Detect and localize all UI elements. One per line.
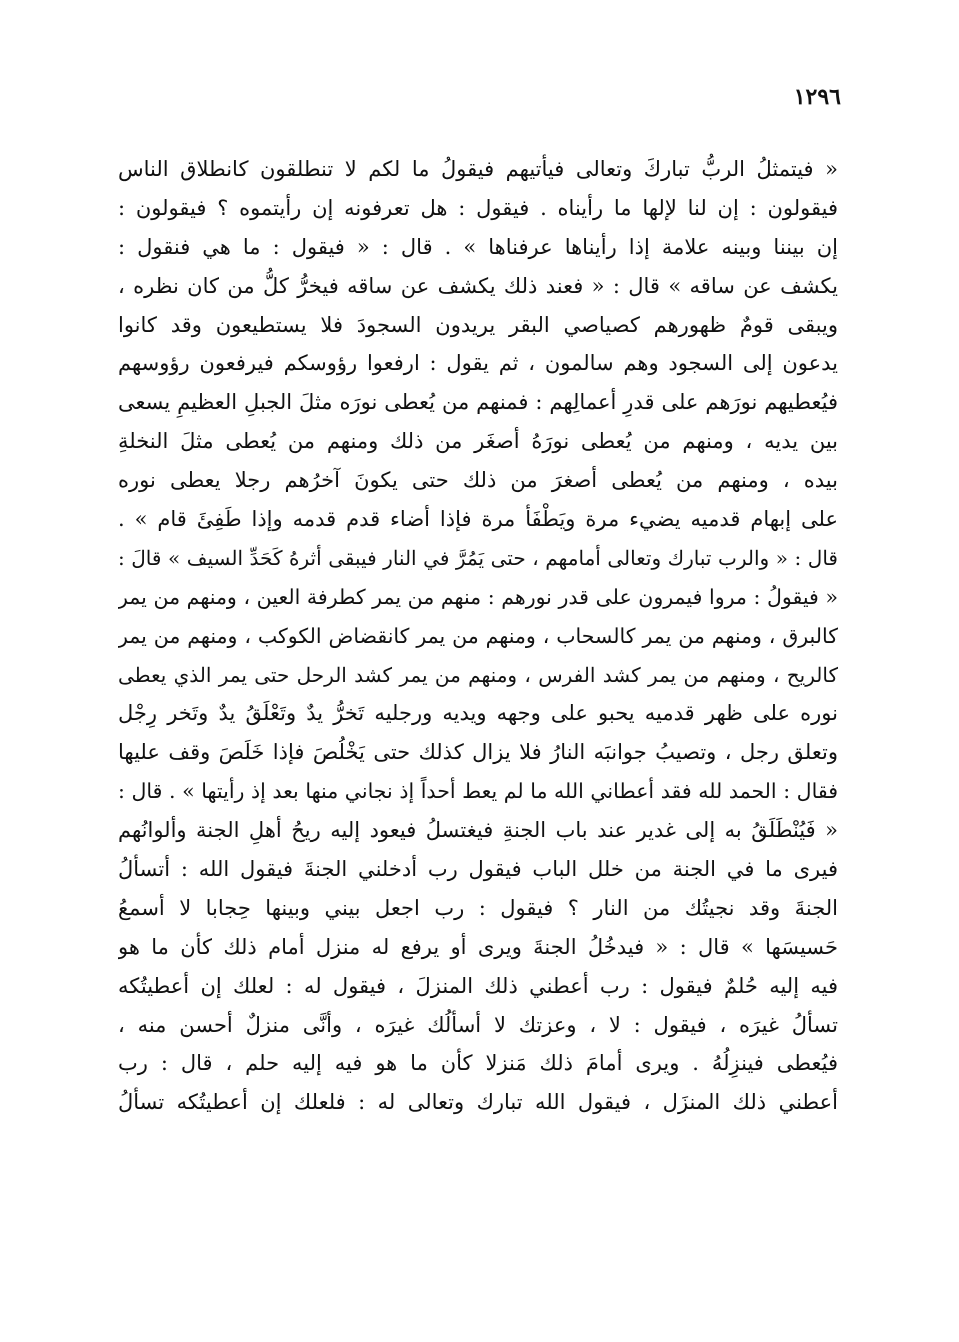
text-line: على إبهام قدميه يضيء مرة ويَطْفَأ مرة فإذا أضاء قدم قدمه وإذا طَفِئَ قام » . [118, 507, 838, 532]
text-line: أعطني ذلك المنزَل ، فيقول الله تبارك وتعالى له : فلعلك إن أعطيتُكه تسألُ [118, 1090, 838, 1115]
text-line: كالبرق ، ومنهم من يمر كالسحاب ، ومنهم من يمر كانقضاض الكوكب ، ومنهم من يمر [118, 623, 838, 648]
text-line: فيُعطيهم نورَهم على قدرِ أعمالِهم : فمنهم من يُعطى نورَه مثلَ الجبلِ العظيمِ يسعى [118, 390, 838, 415]
text-line: « فَيُنْطَلَقُ به إلى غدير عند باب الجنةِ فيغتسلُ فيعود إليه ريحُ أهلِ الجنة وألوانُهم [118, 818, 838, 843]
text-line: فقال : الحمد لله فقد أعطاني الله ما لم يعط أحداً إذ نجاني منها بعد إذ رأيتها » . قال : [118, 779, 838, 804]
text-line: كالريح ، ومنهم من يمر كشد الفرس ، ومنهم من يمر كشد الرحل حتى يمر الذي يعطى [118, 662, 838, 687]
body-text [118, 150, 838, 1122]
text-line: فيقولون : إن لنا لإلها ما رأيناه . فيقول : هل تعرفونه إن رأيتموه ؟ فيقولون : [118, 195, 838, 220]
text-line: يكشف عن ساقه » قال : « فعند ذلك يكشف عن ساقه فيخرُّ كلُّ من كان نظره ، [118, 273, 838, 298]
text-line: بين يديه ، ومنهم من يُعطى نورَهُ أصغَر من ذلك ومنهم من يُعطى مثلَ النخلةِ [118, 429, 838, 454]
text-line: « فيقولُ : مروا فيمرون على قدر نورهم : منهم من يمر كطرفة العين ، ومنهم من يمر [118, 584, 838, 609]
text-line: تسألُ غيرَه ، فيقول : لا ، وعزتك لا أسألُك غيرَه ، وأنَّى منزلٌ أحسن منه ، [118, 1012, 838, 1037]
text-line: بيده ، ومنهم من يُعطى أصغرَ من ذلك حتى يكونَ آخرُهم رجلا يعطى نوره [118, 468, 838, 493]
text-line: وتعلق رجل ، وتصيبُ جوانبَه النارُ فلا يزال كذلك حتى يَخْلُصَ فإذا خَلَصَ وقف عليها [118, 740, 838, 765]
text-line: ويبقى قومٌ ظهورهم كصياصي البقر يريدون السجودَ فلا يستطيعون وقد كانوا [118, 312, 838, 337]
text-line: فيرى ما في الجنة من خلل الباب فيقول رب أدخلني الجنةَ فيقول الله : أتسألُ [118, 857, 838, 882]
text-line: فيُعطى فينزِلُهُ . ويرى أمامَ ذلك مَنزلا كأن ما هو فيه إليه حلم ، قال : رب [118, 1051, 838, 1076]
text-line: الجنةَ وقد نجيتُك من النار ؟ فيقول : رب اجعل بيني وبينها حِجابا لا أسمعُ [118, 895, 838, 920]
page-number: ١٢٩٦ [793, 84, 841, 110]
text-line: قال : « والرب تبارك وتعالى أمامهم ، حتى يَمُرَّ في النار فيبقى أثرهُ كَحَدِّ السيف » قالَ : [118, 545, 838, 570]
text-line: فيه إليه حُلمٌ فيقول : رب أعطني ذلك المنزلَ ، فيقول له : لعلك إن أعطيتُكه [118, 973, 838, 998]
text-line: إن بيننا وبينه علامة إذا رأيناها عرفناها » . قال : « فيقول : ما هي فنقول : [118, 234, 838, 259]
text-line: نوره على ظهر قدميه يحبو على وجهه ويديه ورجليه تَخرُّ يدٌ وتَعْلَقُ يدٌ وتَخر رِجْل [118, 701, 838, 726]
text-line: يدعون إلى السجود وهم سالمون ، ثم يقول : ارفعوا رؤوسكم فيرفعون رؤوسهم [118, 351, 838, 376]
text-line: حَسيسَها » قال : « فيدخُلُ الجنةَ ويرى أو يرفع له منزل أمام ذلك كأن ما هو [118, 934, 838, 959]
text-line: « فيتمثلُ الربُّ تباركَ وتعالى فيأتيهم فيقولُ ما لكم لا تنطلقون كانطلاق الناس [118, 157, 838, 181]
